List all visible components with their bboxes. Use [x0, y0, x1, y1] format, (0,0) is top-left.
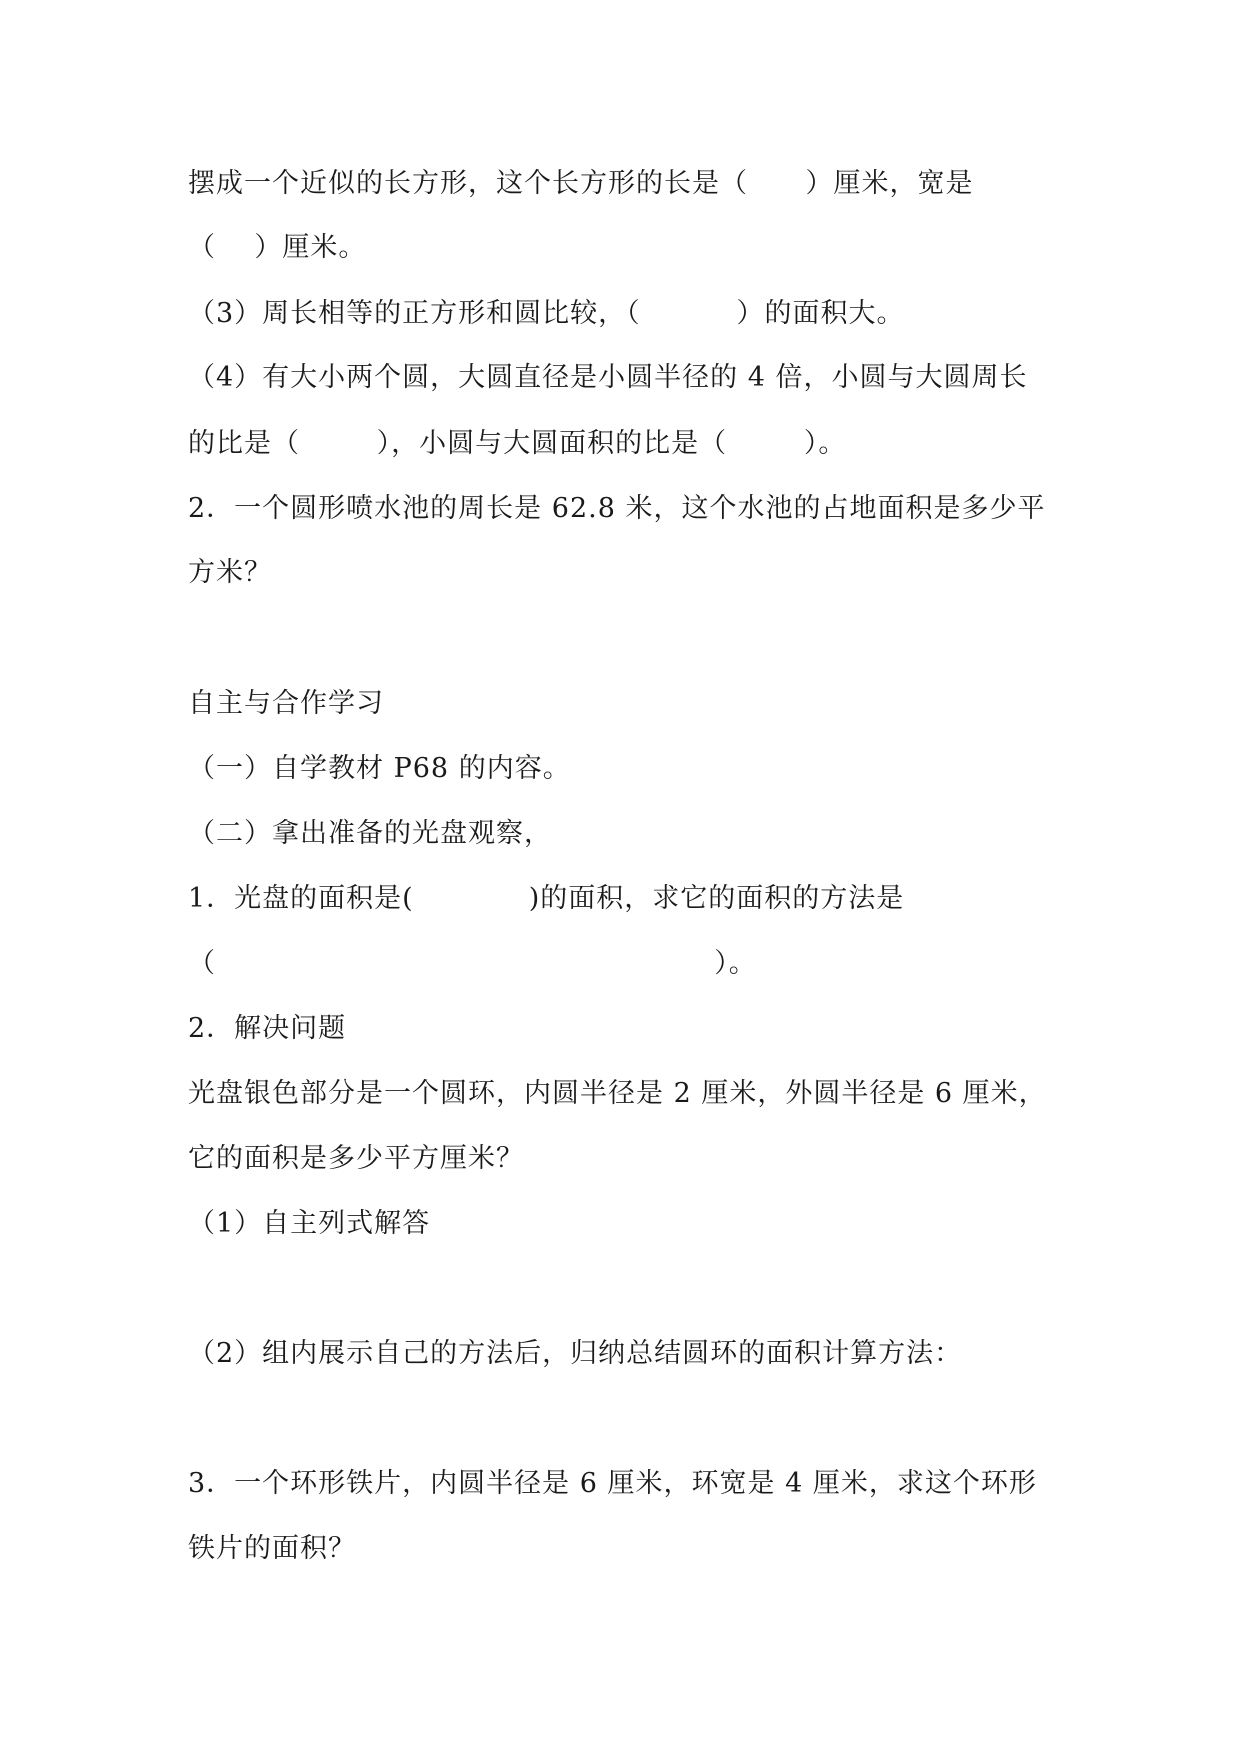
text-line-7: 方米？ — [188, 557, 272, 588]
text-line-5: 的比是（ ），小圆与大圆面积的比是（ ）。 — [188, 428, 847, 459]
text-line-4: （4）有大小两个圆，大圆直径是小圆半径的 4 倍，小圆与大圆周长 — [188, 362, 1028, 393]
text-line-2: （ ）厘米。 — [188, 232, 367, 263]
text-line-14: 光盘银色部分是一个圆环，内圆半径是 2 厘米，外圆半径是 6 厘米， — [188, 1078, 1047, 1109]
text-line-9: （一）自学教材 P68 的内容。 — [188, 753, 571, 784]
text-line-15: 它的面积是多少平方厘米？ — [188, 1143, 524, 1174]
text-line-17: （2）组内展示自己的方法后，归纳总结圆环的面积计算方法： — [188, 1338, 963, 1369]
text-line-18: 3．一个环形铁片，内圆半径是 6 厘米，环宽是 4 厘米，求这个环形 — [188, 1468, 1037, 1499]
text-line-10: （二）拿出准备的光盘观察， — [188, 818, 552, 849]
text-line-3: （3）周长相等的正方形和圆比较，（ ）的面积大。 — [188, 298, 905, 329]
text-line-13: 2．解决问题 — [188, 1013, 347, 1044]
text-line-1: 摆成一个近似的长方形，这个长方形的长是（ ）厘米，宽是 — [188, 168, 974, 199]
text-line-19: 铁片的面积？ — [188, 1533, 356, 1564]
text-line-6: 2．一个圆形喷水池的周长是 62.8 米，这个水池的占地面积是多少平 — [188, 493, 1046, 524]
text-line-16: （1）自主列式解答 — [188, 1208, 431, 1239]
text-line-12: （ ）。 — [188, 948, 757, 979]
section-heading: 自主与合作学习 — [188, 688, 384, 719]
text-line-11: 1．光盘的面积是( )的面积，求它的面积的方法是 — [188, 883, 905, 914]
